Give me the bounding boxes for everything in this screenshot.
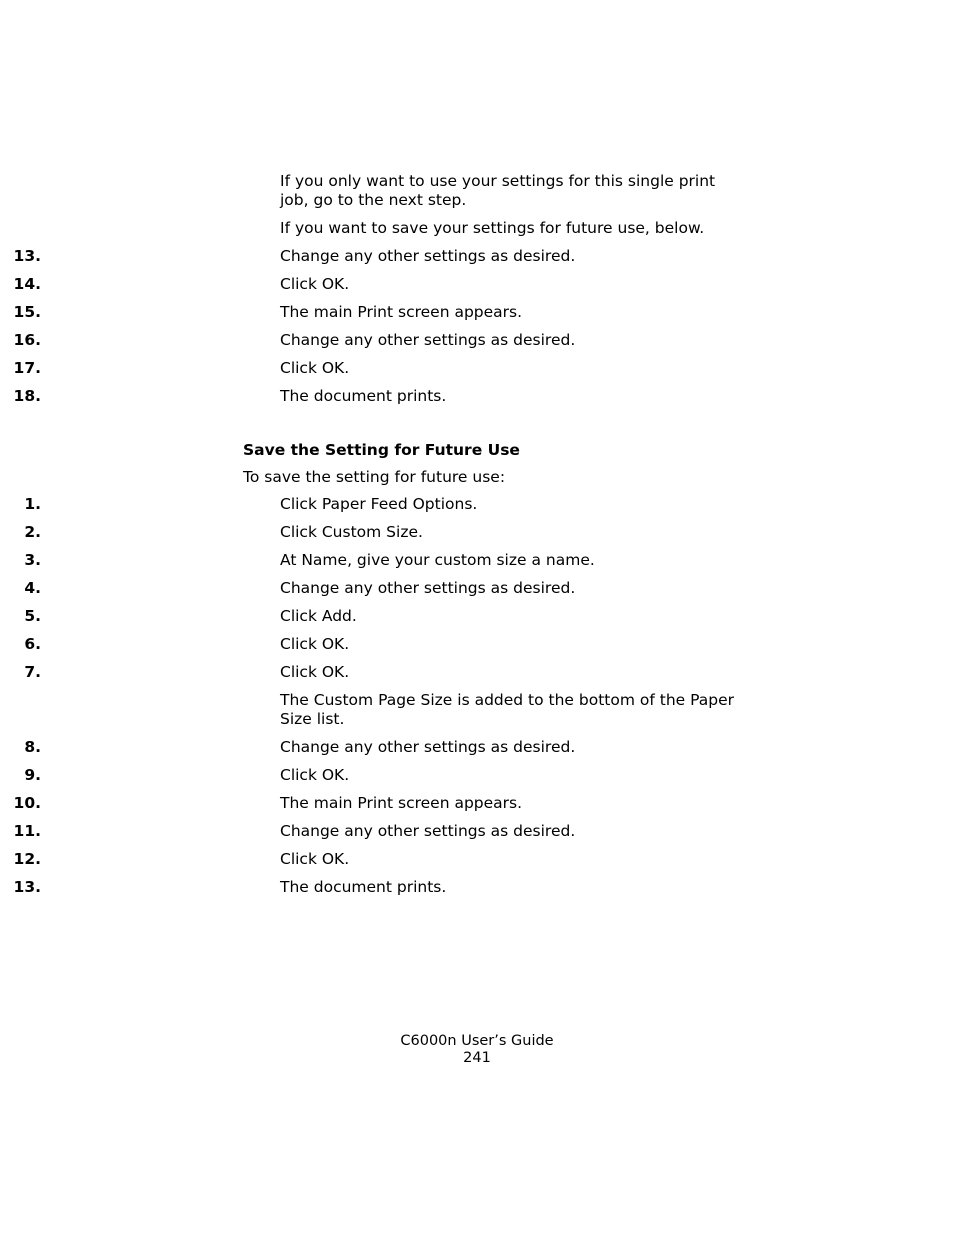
list-item [0, 301, 740, 323]
step-number: 2. [24, 523, 41, 541]
footer-title: C6000n User’s Guide [400, 1033, 554, 1049]
list-item [0, 848, 740, 870]
list-item [0, 521, 740, 543]
step-number: 8. [24, 738, 41, 756]
list-item [0, 876, 740, 898]
step-number: 10. [13, 794, 41, 812]
step-number: 16. [13, 331, 41, 349]
step-text: The main Print screen appears. [280, 794, 523, 812]
step-text: The document prints. [280, 878, 447, 896]
step-text: Click OK. [280, 850, 350, 868]
step-number: 13. [13, 878, 41, 896]
step-text: Click Add. [280, 607, 357, 625]
step-text: At Name, give your custom size a name. [280, 551, 595, 569]
step-text: The main Print screen appears. [280, 303, 523, 321]
step-text: Click OK. [280, 635, 350, 653]
list-item [0, 736, 740, 758]
step-number: 3. [24, 551, 41, 569]
step-text: Change any other settings as desired. [280, 822, 576, 840]
list-item [0, 764, 740, 786]
step-number: 12. [13, 850, 41, 868]
step-text: Change any other settings as desired. [280, 579, 576, 597]
list-item [0, 245, 740, 267]
list-item [0, 577, 740, 599]
step-text: Click Paper Feed Options. [280, 495, 478, 513]
step-text: Click OK. [280, 663, 350, 681]
list-item [0, 549, 740, 571]
list-item [0, 493, 740, 515]
list-item [0, 273, 740, 295]
list-item [0, 605, 740, 627]
step-text: Change any other settings as desired. [280, 247, 576, 265]
step-number: 15. [13, 303, 41, 321]
list-item [0, 820, 740, 842]
step-number: 14. [13, 275, 41, 293]
note-paragraph: If you want to save your settings for future use, below. [280, 219, 705, 237]
list-item [0, 633, 740, 655]
step-number: 9. [24, 766, 41, 784]
step-number: 5. [24, 607, 41, 625]
step-number: 1. [24, 495, 41, 513]
step-text: Click Custom Size. [280, 523, 423, 541]
page-number: 241 [463, 1050, 491, 1066]
section-heading: Save the Setting for Future Use [243, 441, 520, 459]
step-text: Change any other settings as desired. [280, 738, 576, 756]
step-text: Click OK. [280, 766, 350, 784]
step-number: 6. [24, 635, 41, 653]
step-text: The document prints. [280, 387, 447, 405]
step-text: Click OK. [280, 275, 350, 293]
list-item [0, 329, 740, 351]
step-text: Change any other settings as desired. [280, 331, 576, 349]
list-item [0, 661, 740, 683]
list-item [0, 385, 740, 407]
step-number: 17. [13, 359, 41, 377]
section-intro: To save the setting for future use: [243, 468, 506, 486]
step-number: 4. [24, 579, 41, 597]
list-item [0, 792, 740, 814]
step-text: Click OK. [280, 359, 350, 377]
step-number: 13. [13, 247, 41, 265]
note-paragraph: If you only want to use your settings for this single print job, go to the next step. [280, 172, 716, 209]
step-number: 18. [13, 387, 41, 405]
step-number: 7. [24, 663, 41, 681]
list-item [0, 357, 740, 379]
note-paragraph: The Custom Page Size is added to the bottom of the Paper Size list. [280, 691, 735, 728]
step-number: 11. [13, 822, 41, 840]
